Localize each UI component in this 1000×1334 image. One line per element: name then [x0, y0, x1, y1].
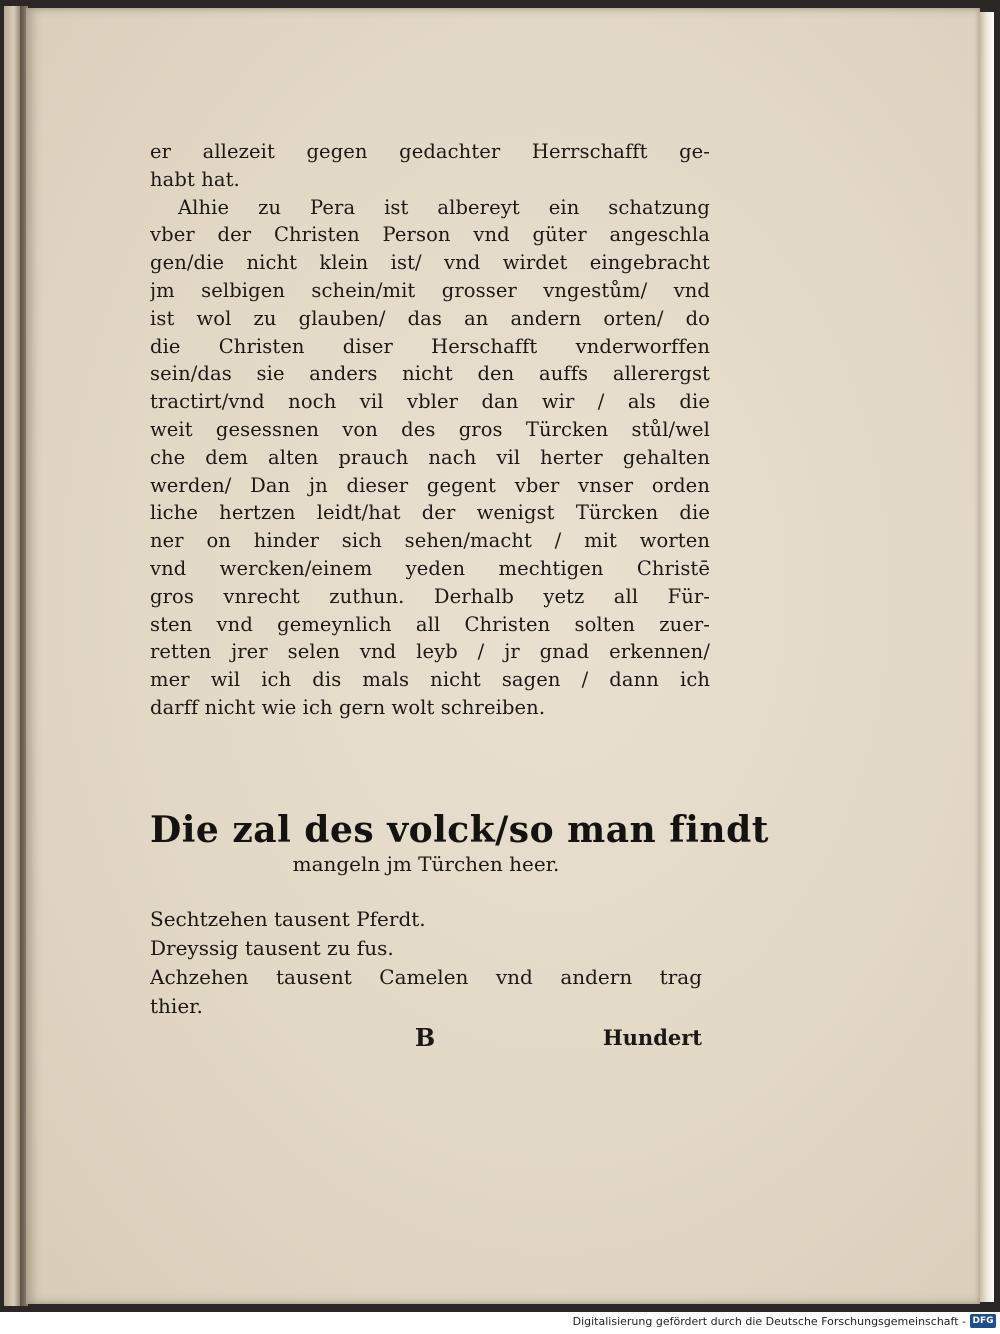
text-line: ner on hinder sich sehen/macht / mit worten: [150, 529, 710, 553]
text-line: tractirt/vnd noch vil vbler dan wir / als die: [150, 390, 710, 414]
text-line: gros vnrecht zuthun. Derhalb yetz all Für-: [150, 584, 710, 608]
signature-mark: B: [414, 1023, 436, 1052]
section-subheading: mangeln jm Türchen heer.: [292, 852, 560, 876]
page-footer: [150, 1020, 702, 1056]
facing-page-edge: [4, 6, 20, 1306]
catchword: Hundert: [602, 1025, 702, 1050]
list-item: Achzehen tausent Camelen vnd andern trag: [150, 965, 702, 989]
body-text: [150, 138, 710, 722]
text-line: habt hat.: [150, 167, 240, 191]
text-line: ist wol zu glauben/ das an andern orten/ do: [150, 306, 710, 330]
list-item: Sechtzehen tausent Pferdt.: [150, 907, 426, 931]
text-line: darff nicht wie ich gern wolt schreiben.: [150, 695, 546, 719]
text-line: liche hertzen leidt/hat der wenigst Türcken die: [150, 501, 710, 525]
troop-list: [150, 905, 702, 1021]
text-line: jm selbigen schein/mit grosser vngestům/ vnd: [150, 278, 710, 302]
list-item: Dreyssig tausent zu fus.: [150, 936, 394, 960]
digitization-credit: Digitalisierung gefördert durch die Deutsche Forschungsgemeinschaft -: [572, 1315, 966, 1328]
text-line: retten jrer selen vnd leyb / jr gnad erkennen/: [150, 640, 710, 664]
text-line: gen/die nicht klein ist/ vnd wirdet eingebracht: [150, 251, 710, 275]
text-line: che dem alten prauch nach vil herter gehalten: [150, 445, 710, 469]
list-item: thier.: [150, 994, 203, 1018]
text-line: vber der Christen Person vnd güter angeschla: [150, 223, 710, 247]
text-line: er allezeit gegen gedachter Herrschafft ge-: [150, 140, 710, 163]
text-line: werden/ Dan jn dieser gegent vber vnser orden: [150, 473, 710, 497]
text-line: Alhie zu Pera ist albereyt ein schatzung: [178, 195, 710, 219]
page-edge: [980, 12, 994, 1302]
dfg-logo: DFG: [970, 1314, 996, 1328]
text-line: weit gesessnen von des gros Türcken stůl/wel: [150, 417, 710, 441]
text-line: vnd wercken/einem yeden mechtigen Christē: [150, 556, 710, 580]
text-line: sein/das sie anders nicht den auffs allerergst: [150, 362, 710, 386]
text-line: mer wil ich dis mals nicht sagen / dann ich: [150, 668, 710, 692]
section-heading: Die zal des volck/so man findt: [150, 809, 769, 851]
text-line: die Christen diser Herschafft vnderworffen: [150, 334, 710, 358]
text-line: sten vnd gemeynlich all Christen solten zuer-: [150, 612, 710, 636]
